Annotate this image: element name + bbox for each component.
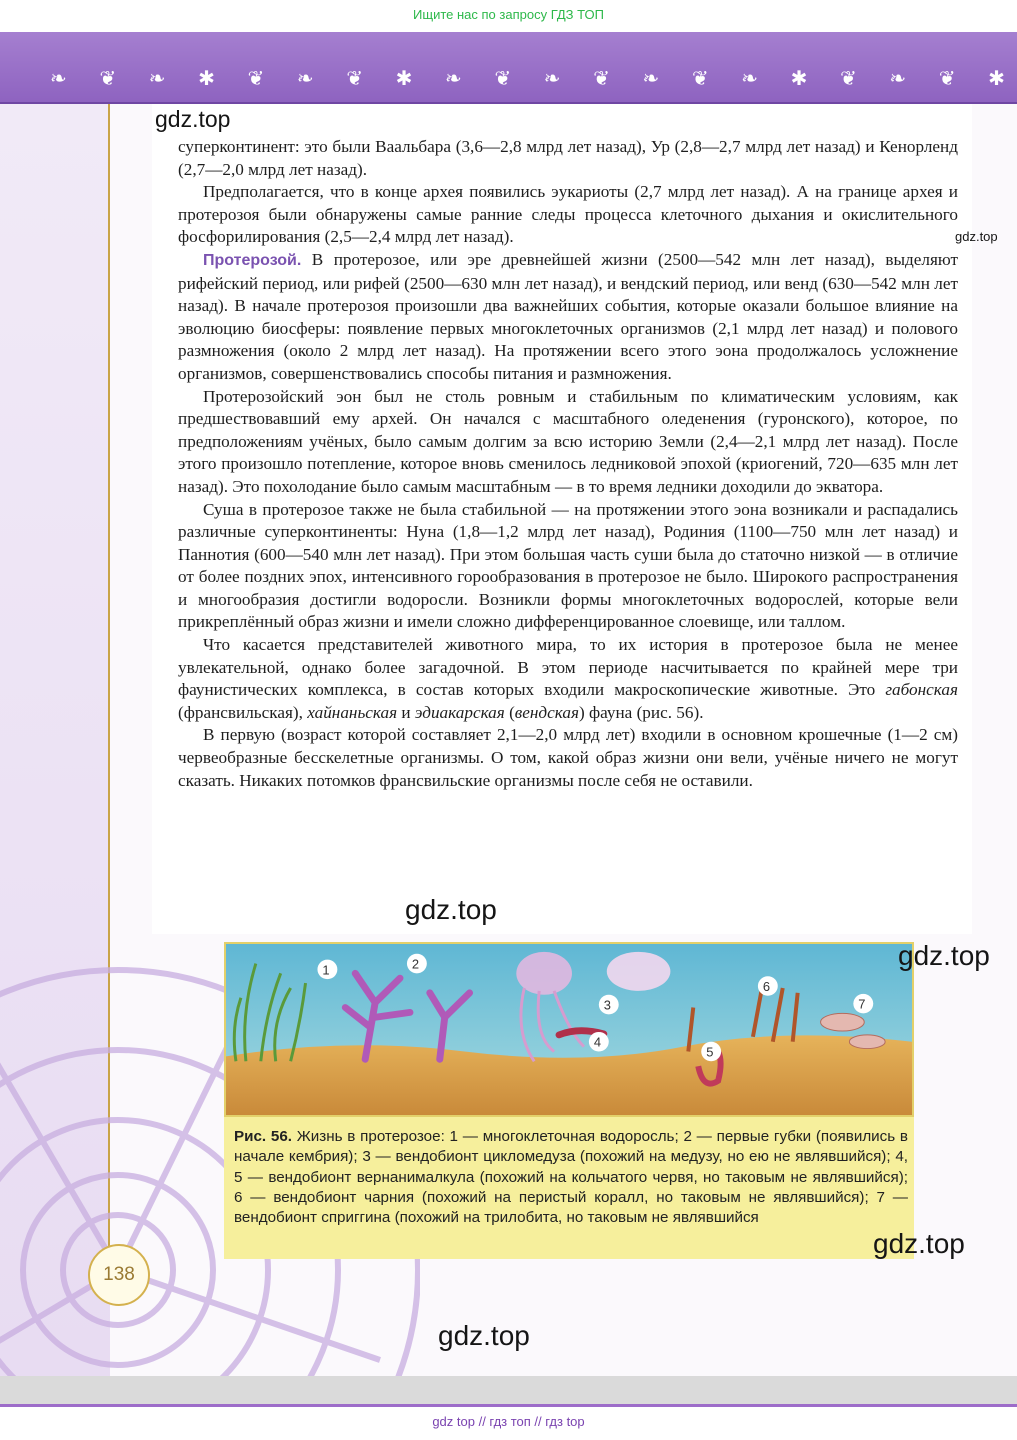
watermark-side: gdz.top [955, 229, 998, 244]
figure-caption [224, 1117, 914, 1259]
bird-icon: ❦ [346, 66, 364, 90]
italic-term: эдиакарская [414, 702, 505, 722]
paragraph [178, 249, 958, 386]
frog-icon: ❧ [296, 66, 314, 90]
text: и [397, 702, 415, 722]
figure-label-1: 1 [322, 962, 330, 978]
caption-text: Жизнь в протерозое: 1 — многоклеточная водоросль; 2 — первые губки (появились в начале кембрия); 3 — вендобионт цикломедуза (похожий на медузу, но ею не являвшийся); 4, 5 — вендобионт вернанималкула (похожий на кольчатого червя, но таковым не являвшийся); 6 — вендобионт чарния (похожий на перистый коралл, но таковым не являвшийся); 7 — вендобионт сприггина (похожий на трилобита, но таковым не являвшийся [234, 1128, 909, 1227]
deer-icon: ❦ [691, 66, 709, 90]
deer-icon: ❦ [99, 66, 117, 90]
watermark-figure: gdz.top [898, 940, 990, 971]
figure-label-7: 7 [858, 996, 866, 1012]
boar-icon: ❦ [247, 66, 265, 90]
bottom-strip [0, 1376, 1017, 1404]
bird-icon: ❧ [148, 66, 166, 90]
paragraph-text: В протерозое, или эре древнейшей жизни (2500—542 млн лет назад), выделяют рифейский период, или рифей (2500—630 млн лет назад), и вендский период, или венд (630—542 млн лет назад). В начале протерозоя произошли два важнейших события, которые оказали большое влияние на эволюцию биосферы: появление первых многоклеточных организмов (2,1 млрд лет назад) и полового размножения (около 2 млрд лет назад). На протяжении всего этого эона продолжалось усложнение организмов, совершенствовались способы питания и размножения. [178, 249, 958, 383]
text: Что касается представителей животного мира, то их история в протерозое была не менее увлекательной, однако более загадочной. В этом периоде насчитывается по крайней мере три фаунистических комплекса, в состав которых входили макроскопические животные. Это [178, 635, 958, 700]
paragraph: Предполагается, что в конце архея появились эукариоты (2,7 млрд лет назад). А на границе архея и протерозоя были обнаружены самые ранние следы процесса клеточного дыхания и окислительного фосфорилирования (2,5—2,4 млрд лет назад). [178, 182, 958, 247]
animal-icon-row [50, 58, 1005, 98]
watermark-bottom: gdz.top [438, 1320, 530, 1351]
paragraph: суперконтинент: это были Ваальбара (3,6—2,8 млрд лет назад), Ур (2,8—2,7 млрд лет назад) и Кенорленд (2,7—2,0 млрд лет назад). [178, 137, 958, 179]
figure-label-6: 6 [762, 979, 771, 994]
bird-icon: ❧ [741, 66, 759, 90]
horse-icon: ❧ [543, 66, 561, 90]
paragraph: В первую (возраст которой составляет 2,1—2,0 млрд лет) входили в основном крошечные (1—2 см) червеобразные бесскелетные организмы. О том, какой образ жизни они вели, учёные ничего не могут сказать. Никаких потомков франсвильские организмы после себя не оставили. [178, 725, 958, 790]
footer-links[interactable]: gdz top // гдз топ // гдз top [0, 1407, 1017, 1440]
italic-term: вендская [514, 702, 579, 722]
frog-icon: ❧ [889, 66, 907, 90]
figure-label-4: 4 [593, 1034, 602, 1050]
caption-title: Рис. 56. [234, 1128, 293, 1145]
insect-icon: ✱ [198, 66, 215, 90]
figure-label-3: 3 [603, 997, 611, 1013]
italic-term: габонская [885, 680, 958, 700]
insect-icon: ✱ [790, 66, 808, 90]
fish-icon: ❧ [642, 66, 660, 90]
section-term: Протерозой. [203, 251, 302, 269]
scorpion-icon: ❦ [494, 66, 512, 90]
page-number: 138 [88, 1244, 150, 1306]
promo-note: Ищите нас по запросу ГДЗ ТОП [0, 0, 1017, 32]
text: ( [504, 702, 515, 722]
figure-label-5: 5 [706, 1044, 714, 1060]
paragraph [178, 634, 958, 724]
fish-icon: ❧ [50, 66, 67, 90]
figure-label-2: 2 [411, 956, 420, 972]
watermark-mid: gdz.top [405, 894, 497, 925]
paragraph: Суша в протерозое также не была стабильной — на протяжении этого эона возникали и распадались различные суперконтиненты: Нуна (1,8—1,2 млрд лет назад), Родиния (1100—750 млн лет назад) и Паннотия (600—540 млн лет назад). При этом большая часть суши была до статочно низкой — в отличие от более поздних эпох, интенсивного горообразования в протерозое не было. Широкого распространения и многообразия достигли водоросли. Возникли формы многоклеточных водорослей, которые вели прикреплённый образ жизни и имели сложно дифференцированное слоевище, или таллом. [178, 499, 958, 632]
paragraph: Протерозойский эон был не столь ровным и стабильным по климатическим условиям, как предшествовавший ему архей. Он начался с масштабного оледенения (гуронского), которое, по предположениям учёных, было самым долгим за всю историю Земли (2,4—2,1 млрд лет назад). После этого произошло потепление, которое вновь сменилось ледниковой эпохой (криогений, 720—635 млн лет назад). Это похолодание было самым масштабным — в то время ледники доходили до экватора. [178, 386, 958, 496]
butterfly-icon: ✱ [988, 66, 1005, 90]
swallow-icon: ❦ [593, 66, 610, 90]
watermark-top: gdz.top [155, 106, 231, 132]
text-body [178, 136, 958, 792]
text: ) фауна (рис. 56). [578, 702, 704, 722]
bison-icon: ❧ [445, 66, 462, 90]
bird-icon: ❦ [938, 66, 956, 90]
italic-term: хайнаньская [307, 702, 398, 722]
watermark-caption: gdz.top [873, 1228, 965, 1259]
butterfly-icon: ✱ [395, 66, 413, 90]
figure-illustration [224, 942, 914, 1117]
boar-icon: ❦ [840, 66, 857, 90]
text: (франсвильская), [178, 702, 308, 722]
